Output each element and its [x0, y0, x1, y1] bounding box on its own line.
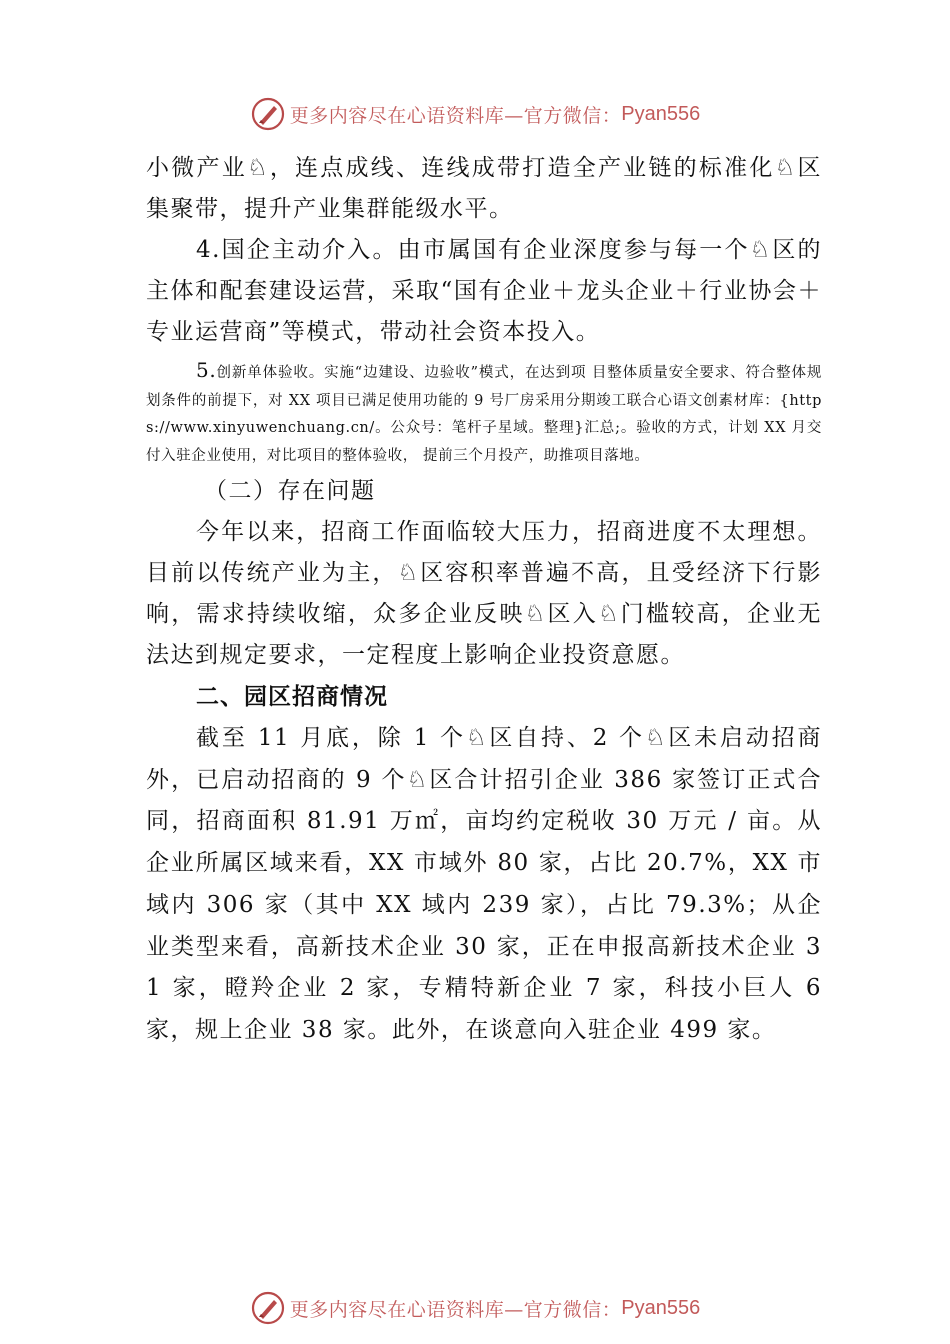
paragraph-single-acceptance-text: 创新单体验收。实施“边建设、边验收”模式，在达到项 目整体质量安全要求、符合整体规划条件的前提下，对 XX 项目已满足使用功能的 9 号厂房采用分期竣工联合心语文创素材库：{https://www.xinyuwenchuang.cn/。公众号：笔杆子星域。整理}汇总;。验收的方式，计划 XX 月交付入驻企业使用，对比项目的整体验收， 提前三个月投产，助推项目落地。: [146, 365, 822, 464]
paragraph-investment-stats: 截至 11 月底，除 1 个♘区自持、2 个♘区未启动招商外，已启动招商的 9 个♘区合计招引企业 386 家签订正式合同，招商面积 81.91 万㎡，亩均约定税收 30 万元 / 亩。从企业所属区域来看，XX 市域外 80 家，占比 20.7%，XX 市域内 306 家（其中 XX 域内 239 家），占比 79.3%；从企业类型来看，高新技术企业 30 家，正在申报高新技术企业 31 家，瞪羚企业 2 家，专精特新企业 7 家，科技小巨人 6 家，规上企业 38 家。此外，在谈意向入驻企业 499 家。: [146, 725, 822, 1043]
item-number: 5.: [196, 358, 217, 382]
pen-seal-icon: [250, 1290, 286, 1326]
watermark-text: 更多内容尽在心语资料库—官方微信：: [289, 1298, 622, 1321]
sub-heading-problems: （二）存在问题: [204, 478, 376, 504]
section-heading-investment: 二、园区招商情况: [196, 684, 388, 710]
watermark-header: [0, 92, 950, 136]
paragraph-problems: 今年以来，招商工作面临较大压力，招商进度不太理想。目前以传统产业为主，♘区容积率普遍不高，且受经济下行影响，需求持续收缩，众多企业反映♘区入♘门槛较高，企业无法达到规定要求，一定程度上影响企业投资意愿。: [146, 519, 822, 668]
document-body: [146, 148, 822, 1052]
paragraph-soe-intervention: 4.国企主动介入。由市属国有企业深度参与每一个♘区的主体和配套建设运营，采取“国有企业＋龙头企业＋行业协会＋专业运营商”等模式，带动社会资本投入。: [146, 237, 822, 345]
watermark-wechat-id: Pyan556: [621, 1296, 701, 1319]
watermark-footer: [0, 1286, 950, 1330]
paragraph-continued: 小微产业♘，连点成线、连线成带打造全产业链的标准化♘区集聚带，提升产业集群能级水平。: [146, 155, 822, 222]
watermark-wechat-id: Pyan556: [621, 102, 701, 125]
paragraph-single-acceptance: [146, 357, 822, 470]
pen-seal-icon: [250, 96, 286, 132]
watermark-text: 更多内容尽在心语资料库—官方微信：: [289, 104, 622, 127]
